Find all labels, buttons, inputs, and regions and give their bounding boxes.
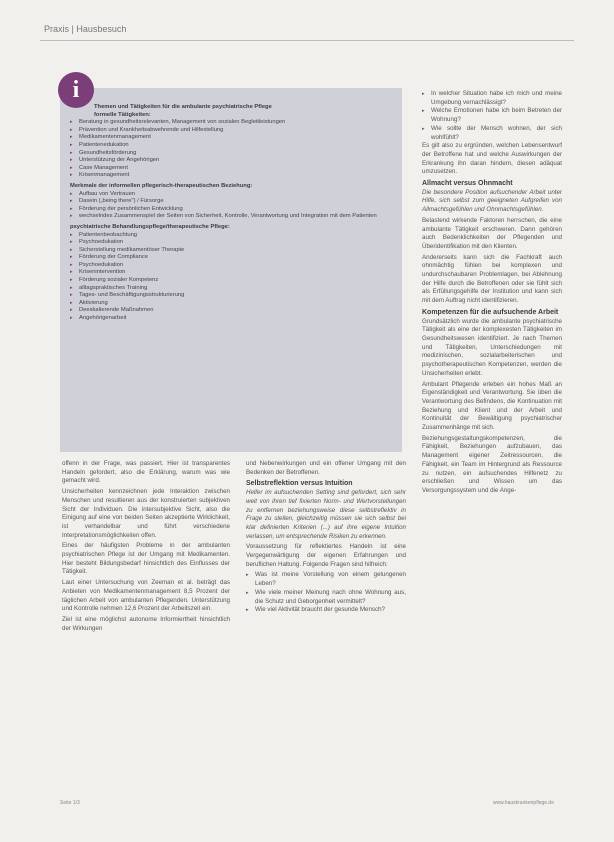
question-list	[246, 571, 406, 615]
question-list	[422, 90, 562, 142]
list-item: ▸ alltagspraktisches Training	[70, 285, 396, 293]
section-heading: Selbstreflektion versus Intuition	[246, 480, 353, 488]
paragraph: Die besondere Position aufsuchender Arbeit unter Hilfe, sich selbst zum geeigneten Aufgreifen von Allmachtsgefühlen und Ohnmachtsgefühlen.	[422, 188, 562, 214]
list-item: ▸ Dasein („being there") / Fürsorge	[70, 198, 396, 206]
paragraph: offenn in der Frage, was passiert. Hier ist transparentes Handeln gefordert, also die Erklärung, warum was wie gemacht wird.	[62, 460, 230, 485]
list-item: ▸ Krisenintervention	[70, 269, 396, 277]
section-heading: Kompetenzen für die aufsuchende Arbeit	[422, 308, 559, 316]
paragraph: Helfer im aufsuchenden Setting sind gefordert, sich sehr weit von ihren tief fixierten Norm- und Wertvorstellungen zu entfernen beziehungsweise diese selbstreflektiv in Frage zu stellen, gleichzeitig müssen sie sich selbst bei klar definierten Kriterien (...) auf ihre eigene Intuition verlassen, um entsprechende Risiken zu erkennen.	[246, 489, 406, 540]
paragraph: und Nebenwirkungen und ein offener Umgang mit den Bedenken der Betroffenen.	[246, 460, 406, 476]
list-item: ▸ Förderung sozialer Kompetenz	[70, 277, 396, 285]
info-box-title: Themen und Tätigkeiten für die ambulante psychiatrische Pflege	[94, 104, 272, 110]
list-item: ▸ Psychoedukation	[70, 262, 396, 270]
list-item: ▸ Aufbau von Vertrauen	[70, 191, 396, 199]
list-item: ▸ Patientenbeobachtung	[70, 232, 396, 240]
paragraph: Grundsätzlich wurde die ambulante psychiatrische Tätigkeit als eine der komplexesten Tätigkeiten im Gesundheitswesen identifiziert. Je nach Themen und Tätigkeiten, Unterschiedungen mit medizinischen, sozialarbeiterischen und psychotherapeutischen Kompetenzen, werden die Unsicherheiten erlebt.	[422, 317, 562, 377]
list-item: ▸ Tages- und Beschäftigungsstrukturierung	[70, 292, 396, 300]
list-item: ▸ Case Management	[70, 165, 396, 173]
relationship-list	[70, 191, 396, 221]
formal-heading: formelle Tätigkeiten:	[94, 111, 151, 118]
info-box-content	[70, 104, 396, 323]
list-item: ▸ Psychoedukation	[70, 239, 396, 247]
list-item: ▸ Unterstützung der Angehörigen	[70, 157, 396, 165]
column-right	[422, 90, 562, 498]
header-divider	[40, 40, 574, 41]
list-item: ▸ Wie viele meiner Meinung nach ohne Wohnung aus, die Schutz und Geborgenheit vermittelt?	[246, 589, 406, 606]
paragraph: Unsicherheiten kennzeichnen jede Interaktion zwischen Menschen und resultieren aus der konstruierten subjektiven Sicht der Individuen. Die intersubjektive Sicht, also die Einigung auf eine von beiden Seiten akzeptierte Wirklichkeit, ist verhandelbar und führt verschiedene Interpretationsmöglichkeiten offen.	[62, 488, 230, 539]
list-item: ▸ Aktivierung	[70, 300, 396, 308]
footer-url: www.hauskrankenpflege.de	[492, 800, 554, 806]
list-item: ▸ Medikamentenmanagement	[70, 134, 396, 142]
list-item: ▸ Beratung in gesundheitsrelevanten, Management von sozialen Begleitleistungen	[70, 119, 396, 127]
column-left	[62, 460, 230, 635]
column-middle	[246, 460, 406, 615]
paragraph: Ambulant Pflegende erleben ein hohes Maß an Eigenständigkeit und Verantwortung. Sie üben die Verantwortung des Befindens, die Kontinuation mit Beziehung und Klient und der Arbeit und Kontinuität der Bewältigung psychiatrischer Zusammenhänge mit sich.	[422, 380, 562, 432]
paragraph: Ziel ist eine möglichst autonome Informiertheit hinsichtlich der Wirkungen	[62, 615, 230, 632]
list-item: ▸ Wie viel Aktivität braucht der gesunde Mensch?	[246, 606, 406, 615]
list-item: ▸ Wie sollte der Mensch wohnen, der sich wohlfühlt?	[422, 125, 562, 142]
paragraph: Belastend wirkende Faktoren herrschen, die eine ambulante Tätigkeit erschweren. Dann gehören auch Bedenklichkeiten der Pflegenden und Überidentifikation mit den Klienten.	[422, 216, 562, 250]
list-item: ▸ Sicherstellung medikamentöser Therapie	[70, 247, 396, 255]
list-item: ▸ Krisenmanagement	[70, 172, 396, 180]
list-item: ▸ Förderung der persönlichen Entwicklung	[70, 206, 396, 214]
paragraph: Laut einer Untersuchung von Zeeman et al. beträgt das Anbieten von Medikamentenmanagement 8,5 Prozent der täglichen Arbeit von ambulanten Pflegenden. Unterstützung und Kontrolle nehmen 12,6 Prozent der Arbeitszeit ein.	[62, 579, 230, 613]
list-item: ▸ In welcher Situation habe ich mich und meine Umgebung vernachlässigt?	[422, 90, 562, 107]
list-item: ▸ Was ist meine Vorstellung von einem gelungenen Leben?	[246, 571, 406, 588]
list-item: ▸ Förderung der Compliance	[70, 254, 396, 262]
page-number: Seite 1/3	[60, 800, 80, 806]
list-item: ▸ Welche Emotionen habe ich beim Betreten der Wohnung?	[422, 107, 562, 124]
section-heading: Allmacht versus Ohnmacht	[422, 180, 513, 188]
list-item: ▸ Deeskalierende Maßnahmen	[70, 307, 396, 315]
running-header: Praxis | Hausbesuch	[44, 24, 127, 34]
paragraph: Andererseits kann sich die Fachkraft auch ohnmächtig fühlen bei komplexen und undurchschaubaren Problemlagen, bei Ablehnung der Hilfe durch die Betroffenen oder sie fühlt sich als Erfüllungsgehilfe der Institution und kann sich mit dem Auftrag nicht identifizieren.	[422, 253, 562, 305]
paragraph: Eines der häufigsten Probleme in der ambulanten psychiatrischen Pflege ist der Umgang mit Medikamenten. Hier besteht Bildungsbedarf hinsichtlich des Einflusses der Tätigkeit.	[62, 542, 230, 576]
psych-heading: psychiatrische Behandlungspflege/therapeutische Pflege:	[70, 223, 230, 230]
paragraph: Es gilt also zu ergründen, welchen Lebensentwurf der Betroffene hat und welche Auswirkungen der Erkrankung ihn daran hindern, diesen adäquat umzusetzen.	[422, 142, 562, 176]
formal-list	[70, 119, 396, 180]
relationship-heading: Merkmale der informellen pflegerisch-therapeutischen Beziehung:	[70, 182, 253, 189]
list-item: ▸ Patientenedukation	[70, 142, 396, 150]
paragraph: Voraussetzung für reflektiertes Handeln ist eine Vergegenwärtigung der eigenen Erfahrungen und beruflichen Haltung. Folgende Fragen sind hilfreich:	[246, 543, 406, 568]
info-icon: i	[58, 72, 94, 108]
list-item: ▸ Angehörigenarbeit	[70, 315, 396, 323]
paragraph: Beziehungsgestaltungskompetenzen, die Fähigkeit, Beziehungen aufzubauen, das Management eigener Zeitressourcen, die Fähigkeit, ein Team im Hintergrund als Ressource zu nutzen, ein aufsuchendes Hilfenetz zu erschließen und Wissen um das Versorgungssystem und die Ange-	[422, 434, 562, 494]
psych-list	[70, 232, 396, 323]
list-item: ▸ wechselndes Zusammenspiel der Seiten von Sicherheit, Kontrolle, Verantwortung und Integration mit dem Patienten	[70, 213, 396, 221]
list-item: ▸ Gesundheitsförderung	[70, 150, 396, 158]
list-item: ▸ Prävention und Krankheitsabwehrende und Hilfestellung	[70, 127, 396, 135]
